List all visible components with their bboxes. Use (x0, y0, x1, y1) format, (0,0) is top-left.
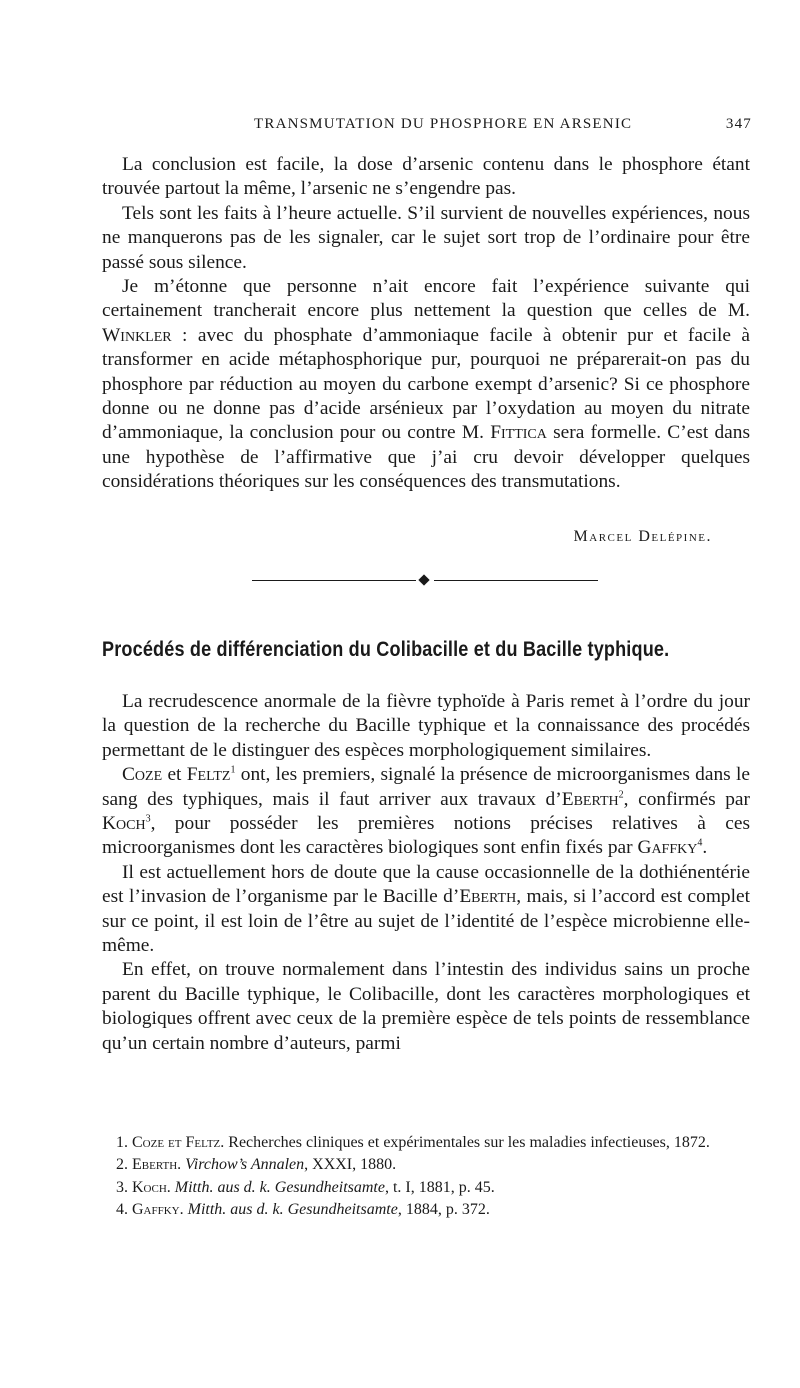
footnote (102, 1154, 750, 1176)
footnote-number: 1. (116, 1134, 128, 1151)
footnote (102, 1132, 750, 1154)
footnote-number: 3. (116, 1178, 128, 1196)
author-name: Coze (122, 764, 163, 786)
page-number: 347 (725, 116, 752, 132)
footnote-text: Recherches cliniques et expérimentales sur les maladies infectieuses, 1872. (224, 1134, 710, 1151)
text-run: Je m’étonne que personne n’ait encore fait l’expérience suivante qui certainement trancherait encore plus nettement la question que celles de M. (102, 276, 750, 322)
author-name: Koch (102, 813, 146, 835)
paragraph (102, 763, 750, 861)
author-name: Eberth (561, 788, 619, 810)
text-run: sera formelle. C’est dans une hypothèse de l’affirmative que j’ai cru devoir développer quelques considérations théoriques sur les conséquences des transmutations. (102, 422, 751, 493)
footnote (102, 1199, 750, 1221)
footnote-number: 2. (116, 1156, 128, 1174)
author-name: Feltz (186, 764, 231, 786)
article-conclusion (102, 153, 750, 495)
text-run: : avec du phosphate d’ammoniaque facile à obtenir pur et facile à transformer en acide métaphosphorique pur, pourquoi ne préparerait-on pas du phosphore par réduction au moyen du carbone exempt d’arsenic? Si ce phosphore donne ou ne donne pas d’acide arsénieux par l’oxydation au moyen du nitrate d’ammoniaque, la conclusion pour ou contre M. (102, 324, 750, 444)
footnote-work: Virchow’s Annalen (185, 1156, 305, 1174)
paragraph: Tels sont les faits à l’heure actuelle. S’il survient de nouvelles expériences, nous ne manquerons pas de les signaler, car le sujet sort trop de l’ordinaire pour être passé sous silence. (102, 202, 750, 273)
text-run: Il est actuellement hors de doute que la cause occasionnelle de la dothiénentérie est l’invasion de l’organisme par le Bacille d’ (102, 861, 750, 908)
paragraph (102, 275, 750, 495)
author-signature: Marcel Delépine. (573, 528, 712, 545)
footnote-ref: 4 (697, 837, 703, 849)
section-title: Procédés de différenciation du Colibacille et du Bacille typhique. (102, 638, 670, 661)
text-run: . (702, 837, 708, 859)
footnote-ref: 1 (230, 764, 236, 776)
author-name: Winkler (102, 324, 172, 346)
article-colibacille (102, 690, 750, 1056)
author-name: Fittica (490, 422, 547, 444)
text-run: , mais, si l’accord est complet sur ce point, il est loin de l’être au sujet de l’identité de l’espèce microbienne elle-même. (102, 886, 750, 957)
author-name: Eberth (459, 886, 517, 908)
footnote-number: 4. (116, 1200, 128, 1218)
paragraph: En effet, on trouve normalement dans l’intestin des individus sains un proche parent du Bacille typhique, le Colibacille, dont les caractères morphologiques et biologiques offrent avec ceux de la première espèce de tels points de ressemblance qu’un certain nombre d’auteurs, parmi (102, 959, 750, 1054)
text-run: , confirmés par (623, 788, 751, 810)
paragraph: La recrudescence anormale de la fièvre typhoïde à Paris remet à l’ordre du jour la question de la recherche du Bacille typhique et la connaissance des procédés permettant de le distinguer des espèces morphologiquement similaires. (102, 691, 750, 761)
footnote (102, 1177, 750, 1199)
separator-line (252, 580, 416, 581)
section-separator (252, 575, 598, 587)
footnote-text: , XXXI, 1880. (304, 1156, 397, 1174)
text-run: , pour posséder les premières notions précises relatives à ces microorganismes dont les caractères biologiques sont enfin fixés par (102, 813, 750, 859)
paragraph (102, 861, 750, 959)
running-head (102, 116, 752, 136)
footnote-work: Mitth. aus d. k. Gesundheitsamte (174, 1178, 385, 1196)
text-run: et (162, 764, 187, 786)
footnote-text: , t. I, 1881, p. 45. (384, 1178, 495, 1196)
footnote-work: Mitth. aus d. k. Gesundheitsamte (187, 1200, 398, 1218)
footnote-author: Gaffky. (132, 1200, 184, 1218)
text-run: ont, les premiers, signalé la présence de microorganismes dans le sang des typhiques, mais il faut arriver aux travaux d’ (102, 764, 750, 810)
paragraph: La conclusion est facile, la dose d’arsenic contenu dans le phosphore étant trouvée partout la même, l’arsenic ne s’engendre pas. (102, 154, 750, 200)
running-head-title: TRANSMUTATION DU PHOSPHORE EN ARSENIC (254, 116, 633, 132)
footnote-ref: 3 (145, 813, 151, 825)
footnote-author: Coze et Feltz. (132, 1134, 225, 1151)
diamond-ornament-icon (418, 574, 429, 585)
footnote-text: , 1884, p. 372. (397, 1200, 490, 1218)
author-name: Gaffky (637, 837, 698, 859)
footnote-author: Koch. (132, 1178, 171, 1196)
footnote-ref: 2 (618, 789, 624, 801)
footnote-author: Eberth. (132, 1156, 182, 1174)
footnotes (102, 1132, 750, 1221)
separator-line (434, 580, 598, 581)
